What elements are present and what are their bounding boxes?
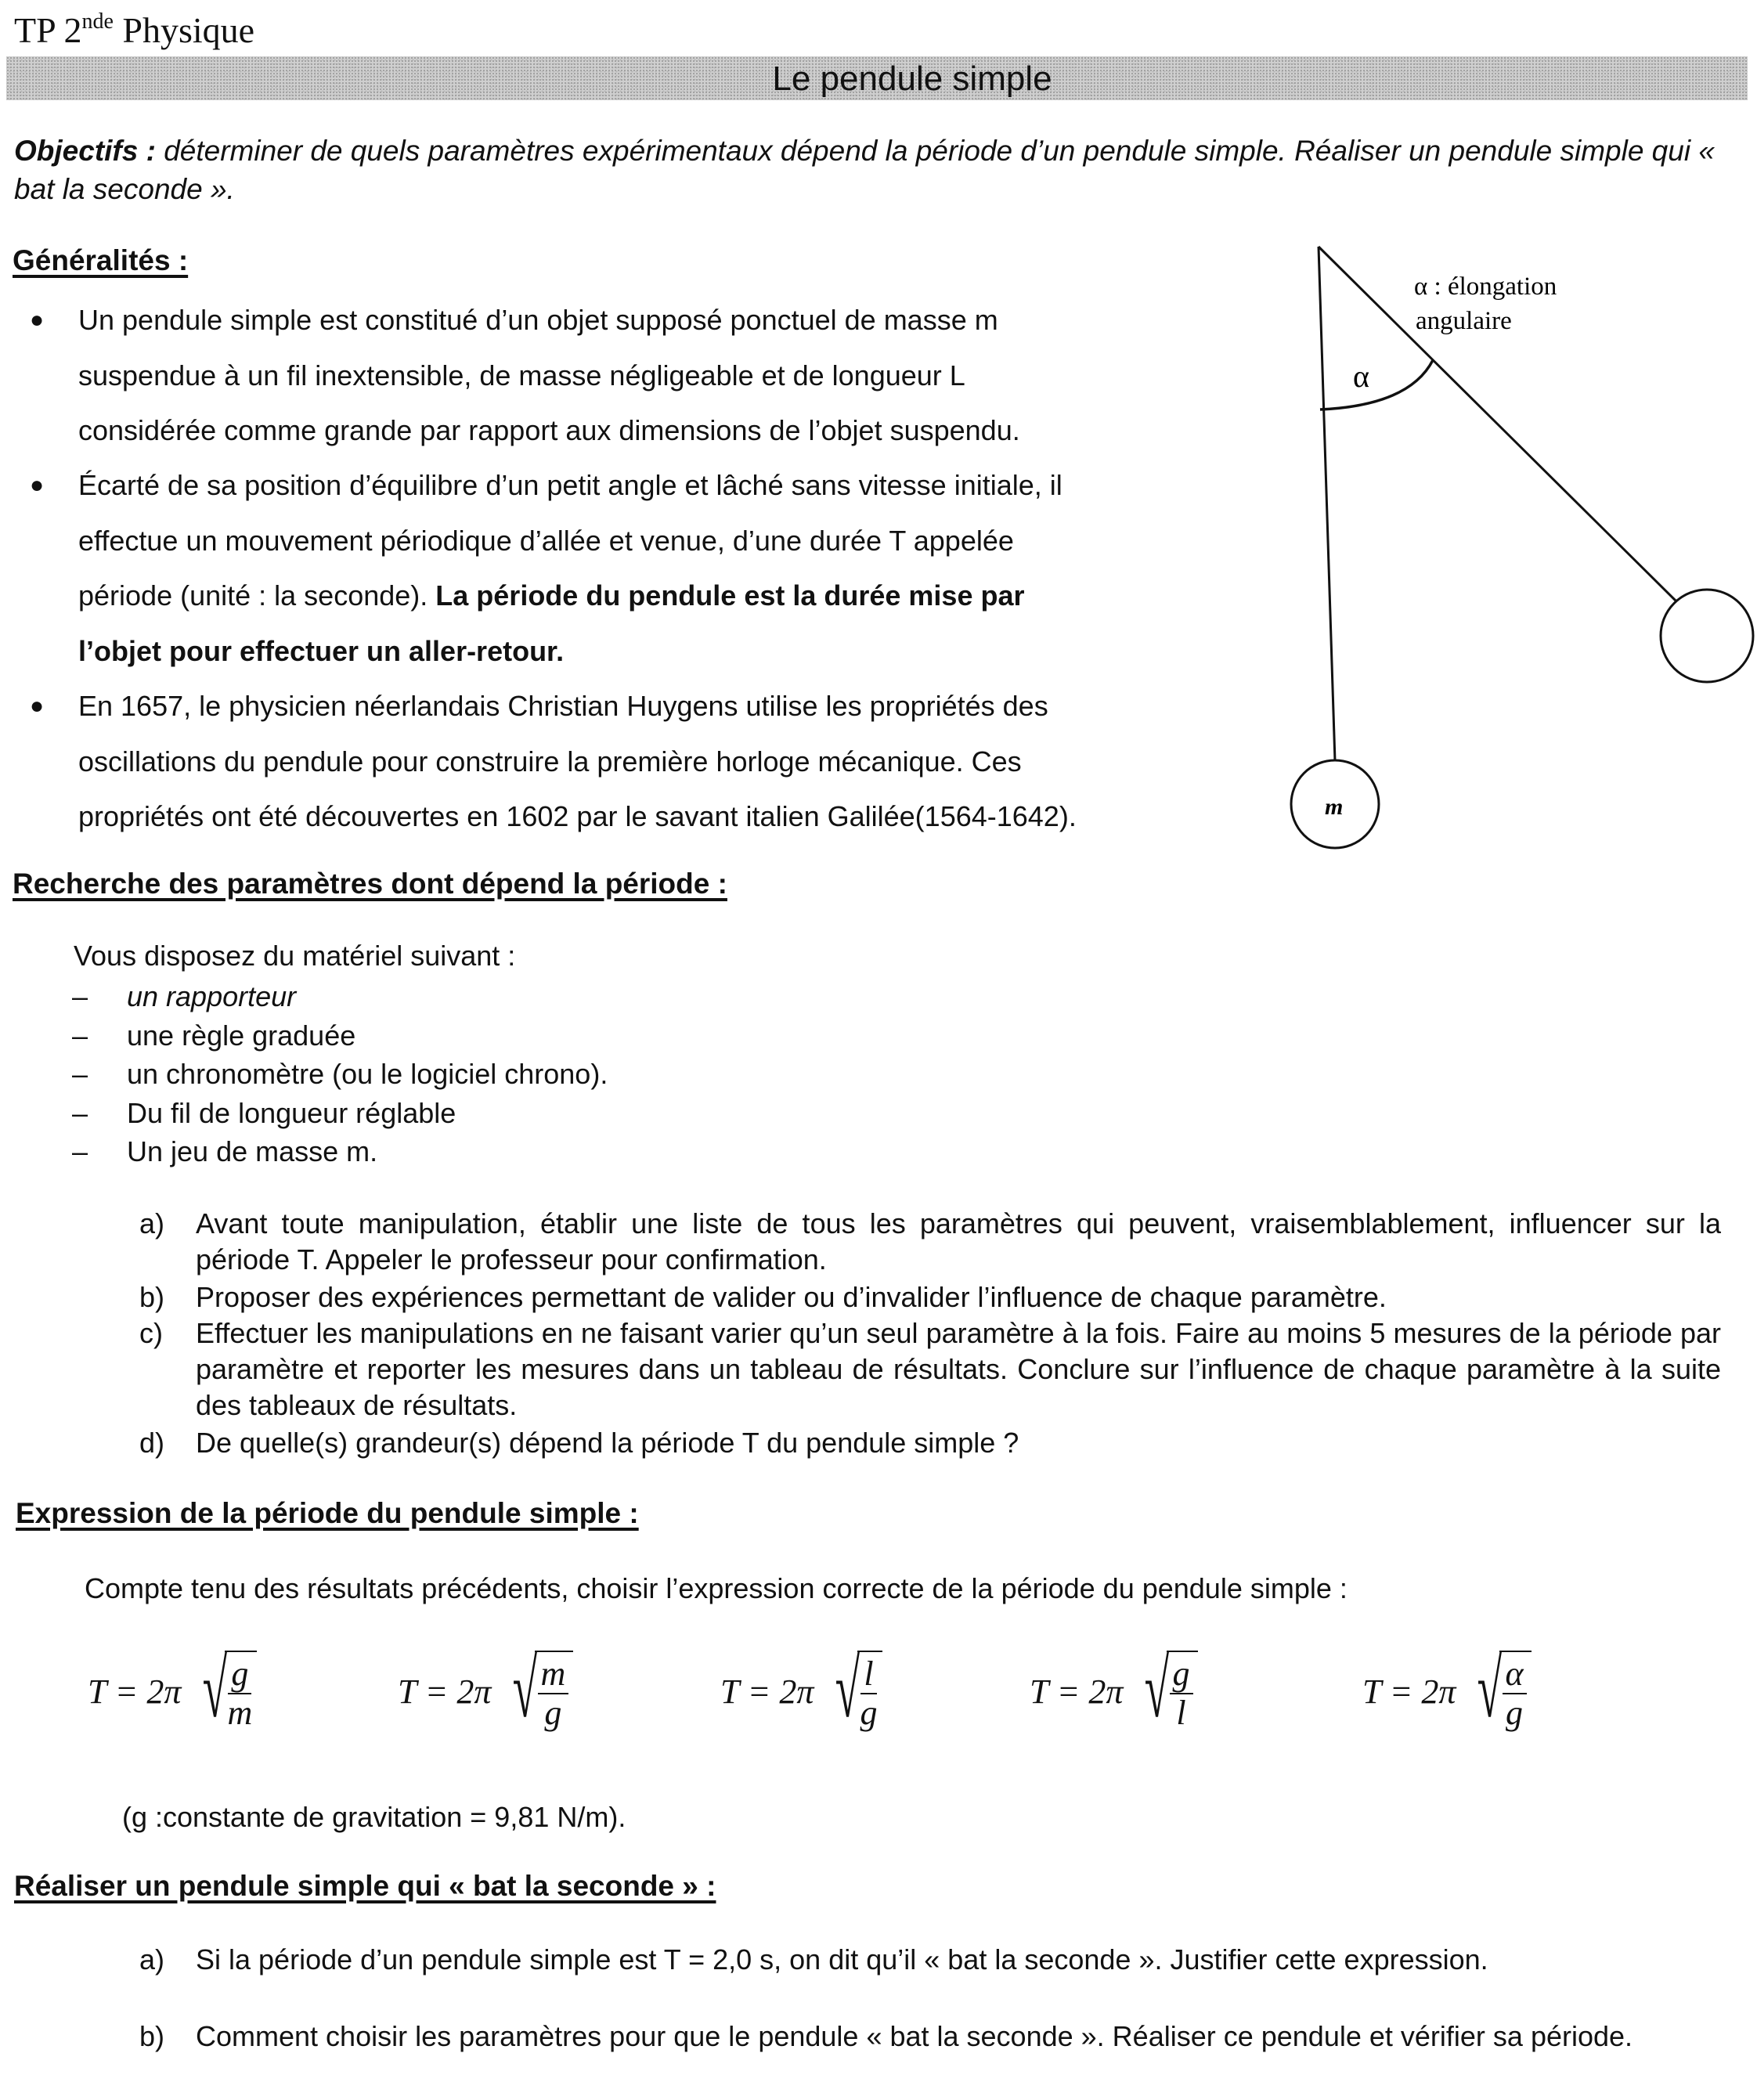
question-label: c) (139, 1317, 163, 1349)
material-item (72, 1016, 608, 1055)
objectives (14, 132, 1737, 208)
bullet-icon: ● (30, 472, 45, 498)
sqrt-icon: √ $\frac{\alpha}{g}$ (1457, 1651, 1531, 1732)
formula-prefix: T = 2π (1030, 1672, 1124, 1711)
formula-option-3[interactable] (720, 1644, 882, 1734)
numerator: g (1170, 1657, 1193, 1694)
question-item (139, 1206, 1721, 1278)
formula-option-1[interactable] (88, 1644, 257, 1734)
dash-icon: – (72, 1135, 88, 1167)
numerator: g (228, 1657, 251, 1694)
vertical-string (1319, 247, 1335, 761)
dash-icon: – (72, 980, 88, 1012)
bullet-icon: ● (30, 307, 45, 333)
dash-icon: – (72, 1058, 88, 1090)
question-text: Si la période d’un pendule simple est T = 2,0 s, on dit qu’il « bat la seconde ». Justifier cette expression. (196, 1943, 1488, 1976)
question-label: b) (139, 2020, 165, 2052)
bullet-line (78, 568, 1268, 624)
bullet-item (30, 458, 1268, 679)
course-prefix: TP 2 (14, 10, 82, 50)
angle-legend-line1: α : élongation (1414, 272, 1557, 301)
objectives-label: Objectifs : (14, 135, 156, 167)
page-title: Le pendule simple (772, 60, 1052, 98)
sqrt-icon: √ $\frac{g}{l}$ (1124, 1651, 1197, 1732)
bullet-line: propriétés ont été découvertes en 1602 par le savant italien Galilée(1564-1642). (78, 800, 1077, 832)
question-item (139, 1942, 1721, 1978)
denominator: g (1506, 1694, 1524, 1732)
formula-option-5[interactable] (1362, 1644, 1532, 1734)
denominator: m (227, 1694, 253, 1732)
formula-prefix: T = 2π (88, 1672, 182, 1711)
question-text: Comment choisir les paramètres pour que le pendule « bat la seconde ». Réaliser ce pendule et vérifier sa période. (196, 2020, 1633, 2052)
course-superscript: nde (81, 9, 114, 34)
numerator: l (860, 1657, 876, 1694)
material-item (72, 1132, 608, 1171)
period-definition: La période du pendule est la durée mise par (435, 579, 1025, 612)
question-text: Avant toute manipulation, établir une liste de tous les paramètres qui peuvent, vraisemblablement, influencer sur la période T. Appeler le professeur pour confirmation. (196, 1207, 1721, 1276)
dash-icon: – (72, 1019, 88, 1052)
question-item (139, 2019, 1721, 2055)
bullet-line: Écarté de sa position d’équilibre d’un petit angle et lâché sans vitesse initiale, il (78, 469, 1062, 501)
section-heading-generalites: Généralités : (13, 244, 189, 276)
angle-symbol: α (1353, 359, 1369, 394)
sqrt-icon: √ $\frac{l}{g}$ (815, 1651, 882, 1732)
numerator: m (538, 1657, 569, 1694)
section-heading-expression: Expression de la période du pendule simple : (16, 1497, 639, 1529)
material-item (72, 1094, 608, 1133)
bullet-line: considérée comme grande par rapport aux dimensions de l’objet suspendu. (78, 414, 1020, 446)
angle-legend-line2: angulaire (1416, 307, 1512, 335)
question-label: a) (139, 1943, 165, 1976)
bullet-line: oscillations du pendule pour construire la première horloge mécanique. Ces (78, 745, 1022, 778)
section-heading-seconde: Réaliser un pendule simple qui « bat la seconde » : (14, 1870, 716, 1902)
bullet-line (78, 624, 1268, 680)
formula-option-4[interactable] (1030, 1644, 1198, 1734)
objectives-text: déterminer de quels paramètres expérimentaux dépend la période d’un pendule simple. Réaliser un pendule simple qui « bat la seconde ». (14, 135, 1715, 205)
denominator: g (544, 1694, 562, 1732)
gravity-note: (g :constante de gravitation = 9,81 N/m). (122, 1801, 626, 1833)
materials-list (72, 977, 608, 1171)
pendulum-diagram (1253, 219, 1757, 861)
material-text: une règle graduée (127, 1019, 356, 1052)
question-label: a) (139, 1207, 165, 1239)
sqrt-icon: √ $\frac{m}{g}$ (492, 1651, 573, 1732)
course-header (14, 9, 254, 51)
question-label: b) (139, 1281, 165, 1313)
formula-prefix: T = 2π (1362, 1672, 1456, 1711)
course-subject: Physique (122, 10, 255, 50)
formula-prefix: T = 2π (720, 1672, 814, 1711)
mass-bob-displaced (1661, 590, 1753, 682)
question-label: d) (139, 1427, 165, 1459)
materials-intro: Vous disposez du matériel suivant : (74, 940, 516, 972)
bullet-line: suspendue à un fil inextensible, de masse négligeable et de longueur L (78, 359, 965, 391)
section-heading-recherche: Recherche des paramètres dont dépend la période : (13, 868, 727, 900)
bullet-line: En 1657, le physicien néerlandais Christian Huygens utilise les propriétés des (78, 690, 1048, 722)
denominator: l (1176, 1694, 1186, 1732)
bullet-text: période (unité : la seconde). (78, 579, 436, 612)
question-text: De quelle(s) grandeur(s) dépend la période T du pendule simple ? (196, 1427, 1019, 1459)
material-text: un rapporteur (127, 980, 297, 1012)
bullet-line: effectue un mouvement périodique d’allée et venue, d’une durée T appelée (78, 524, 1014, 557)
sqrt-icon: √ $\frac{g}{m}$ (182, 1651, 257, 1732)
material-item (72, 977, 608, 1016)
denominator: g (860, 1694, 878, 1732)
material-item (72, 1055, 608, 1094)
bullet-line: Un pendule simple est constitué d’un objet supposé ponctuel de masse m (78, 304, 998, 336)
question-item (139, 1315, 1721, 1423)
period-definition-end: l’objet pour effectuer un aller-retour. (78, 634, 565, 667)
mass-label: m (1325, 794, 1344, 820)
dash-icon: – (72, 1096, 88, 1129)
material-text: Un jeu de masse m. (127, 1135, 378, 1167)
question-item (139, 1279, 1721, 1315)
material-text: Du fil de longueur réglable (127, 1096, 456, 1129)
formula-prefix: T = 2π (398, 1672, 492, 1711)
bullet-item (30, 679, 1268, 845)
bullet-icon: ● (30, 693, 45, 719)
material-text: un chronomètre (ou le logiciel chrono). (127, 1058, 608, 1090)
question-item (139, 1425, 1721, 1461)
angle-arc (1320, 360, 1433, 410)
numerator: α (1503, 1657, 1527, 1694)
expression-intro: Compte tenu des résultats précédents, choisir l’expression correcte de la période du pendule simple : (85, 1572, 1348, 1604)
question-text: Proposer des expériences permettant de valider ou d’invalider l’influence de chaque paramètre. (196, 1281, 1387, 1313)
formula-option-2[interactable] (398, 1644, 573, 1734)
bullet-item (30, 293, 1268, 459)
question-text: Effectuer les manipulations en ne faisant varier qu’un seul paramètre à la fois. Faire au moins 5 mesures de la période par paramètre et reporter les mesures dans un tableau de résultats. Conclure sur l’influence de chaque paramètre à la suite des tableaux de résultats. (196, 1317, 1721, 1421)
title-bar (6, 56, 1748, 100)
